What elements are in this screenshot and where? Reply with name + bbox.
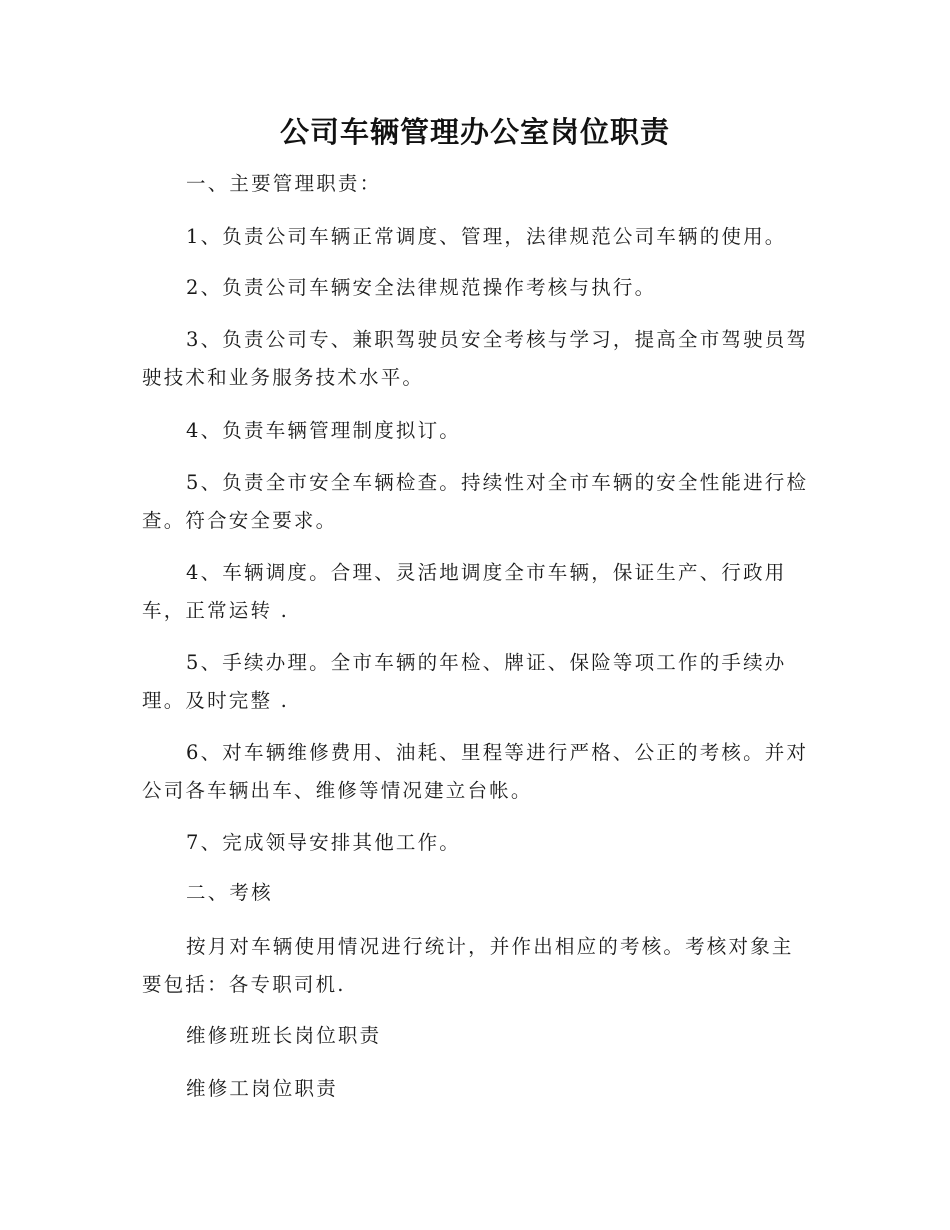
paragraph-maintenance-cost: 6、对车辆维修费用、油耗、里程等进行严格、公正的考核。并对公司各车辆出车、维修等情况建立台帐。 xyxy=(142,741,809,802)
section-heading-main-duties: 一、主要管理职责： xyxy=(186,172,382,195)
paragraph-procedures: 5、手续办理。全市车辆的年检、牌证、保险等项工作的手续办理。及时完整 . xyxy=(142,651,787,712)
paragraph-duty-4: 4、负责车辆管理制度拟订。 xyxy=(186,419,462,442)
paragraph-duty-3: 3、负责公司专、兼职驾驶员安全考核与学习，提高全市驾驶员驾驶技术和业务服务技术水平。 xyxy=(142,328,809,389)
paragraph-duty-5: 5、负责全市安全车辆检查。持续性对全市车辆的安全性能进行检查。符合安全要求。 xyxy=(142,471,809,532)
paragraph-vehicle-dispatch: 4、车辆调度。合理、灵活地调度全市车辆，保证生产、行政用车，正常运转 . xyxy=(142,561,787,622)
document-title: 公司车辆管理办公室岗位职责 xyxy=(279,115,670,149)
section-heading-assessment: 二、考核 xyxy=(186,881,273,904)
paragraph-duty-1: 1、负责公司车辆正常调度、管理，法律规范公司车辆的使用。 xyxy=(186,225,787,248)
paragraph-other-work: 7、完成领导安排其他工作。 xyxy=(186,831,462,854)
paragraph-repair-worker: 维修工岗位职责 xyxy=(186,1077,338,1100)
paragraph-duty-2: 2、负责公司车辆安全法律规范操作考核与执行。 xyxy=(186,276,657,299)
paragraph-repair-team-leader: 维修班班长岗位职责 xyxy=(186,1024,382,1047)
paragraph-assessment: 按月对车辆使用情况进行统计，并作出相应的考核。考核对象主要包括：各专职司机. xyxy=(142,935,794,996)
